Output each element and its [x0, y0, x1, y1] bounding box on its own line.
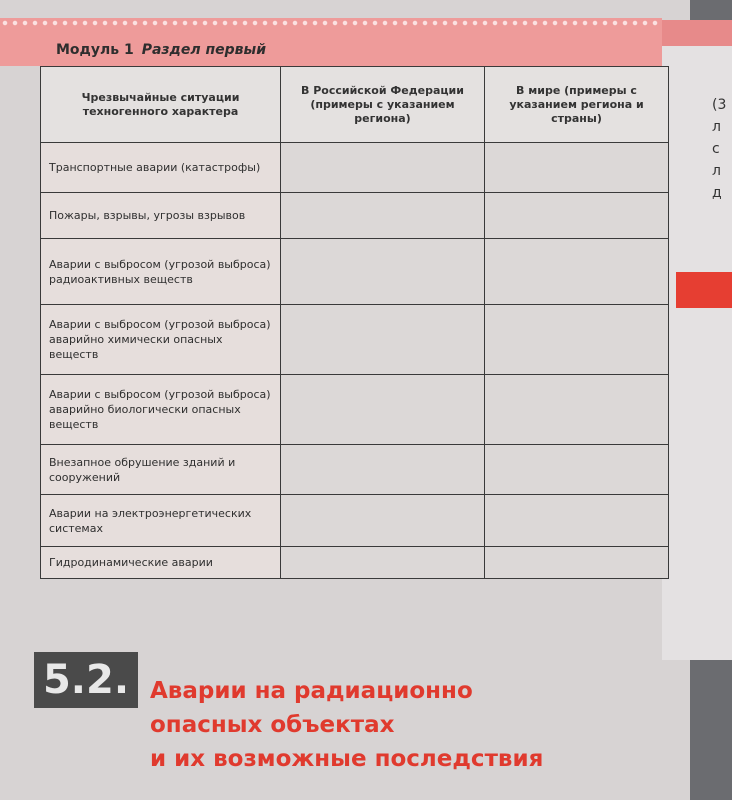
- opposite-letter: (3: [712, 97, 727, 113]
- row-label: Аварии с выбросом (угрозой выброса) аварийно биологически опасных веществ: [41, 375, 281, 445]
- table-row: [41, 305, 669, 375]
- module-label: Модуль 1: [56, 42, 134, 58]
- answer-cell-russia[interactable]: [281, 239, 485, 305]
- section-label: Раздел первый: [141, 42, 267, 58]
- emergency-table: [40, 66, 669, 579]
- opposite-page-text: [712, 94, 732, 204]
- table-row: [41, 375, 669, 445]
- answer-cell-world[interactable]: [485, 495, 669, 547]
- answer-cell-russia[interactable]: [281, 495, 485, 547]
- row-label: Внезапное обрушение зданий и сооружений: [41, 445, 281, 495]
- opposite-letter: д: [712, 185, 722, 201]
- answer-cell-world[interactable]: [485, 547, 669, 579]
- section-title: [150, 674, 543, 776]
- answer-cell-world[interactable]: [485, 445, 669, 495]
- header-dot-pattern: [0, 18, 662, 28]
- answer-cell-world[interactable]: [485, 239, 669, 305]
- opposite-page-header-band: [662, 20, 732, 46]
- opposite-letter: л: [712, 163, 721, 179]
- answer-cell-russia[interactable]: [281, 547, 485, 579]
- answer-cell-russia[interactable]: [281, 143, 485, 193]
- table-row: [41, 495, 669, 547]
- row-label: Аварии с выбросом (угрозой выброса) аварийно химически опасных веществ: [41, 305, 281, 375]
- section-title-line: опасных объектах: [150, 712, 395, 738]
- row-label: Аварии с выбросом (угрозой выброса) радиоактивных веществ: [41, 239, 281, 305]
- section-title-line: Аварии на радиационно: [150, 678, 473, 704]
- answer-cell-russia[interactable]: [281, 445, 485, 495]
- table-row: [41, 547, 669, 579]
- opposite-letter: с: [712, 141, 720, 157]
- answer-cell-world[interactable]: [485, 193, 669, 239]
- answer-cell-world[interactable]: [485, 143, 669, 193]
- column-header-world-examples: В мире (примеры с указанием региона и страны): [485, 67, 669, 143]
- running-header: [56, 42, 266, 58]
- row-label: Аварии на электроэнергетических системах: [41, 495, 281, 547]
- answer-cell-world[interactable]: [485, 305, 669, 375]
- row-label: Пожары, взрывы, угрозы взрывов: [41, 193, 281, 239]
- table-row: [41, 445, 669, 495]
- table-header-row: [41, 67, 669, 143]
- table-row: [41, 193, 669, 239]
- answer-cell-world[interactable]: [485, 375, 669, 445]
- row-label: Транспортные аварии (катастрофы): [41, 143, 281, 193]
- opposite-page-red-marker: [676, 272, 732, 308]
- section-number-box: 5.2.: [34, 652, 138, 708]
- opposite-letter: л: [712, 119, 721, 135]
- column-header-situation-type: Чрезвычайные ситуации техногенного характера: [41, 67, 281, 143]
- answer-cell-russia[interactable]: [281, 375, 485, 445]
- answer-cell-russia[interactable]: [281, 305, 485, 375]
- section-title-line: и их возможные последствия: [150, 746, 544, 772]
- table-row: [41, 143, 669, 193]
- column-header-russia-examples: В Российской Федерации (примеры с указанием региона): [281, 67, 485, 143]
- answer-cell-russia[interactable]: [281, 193, 485, 239]
- table-row: [41, 239, 669, 305]
- row-label: Гидродинамические аварии: [41, 547, 281, 579]
